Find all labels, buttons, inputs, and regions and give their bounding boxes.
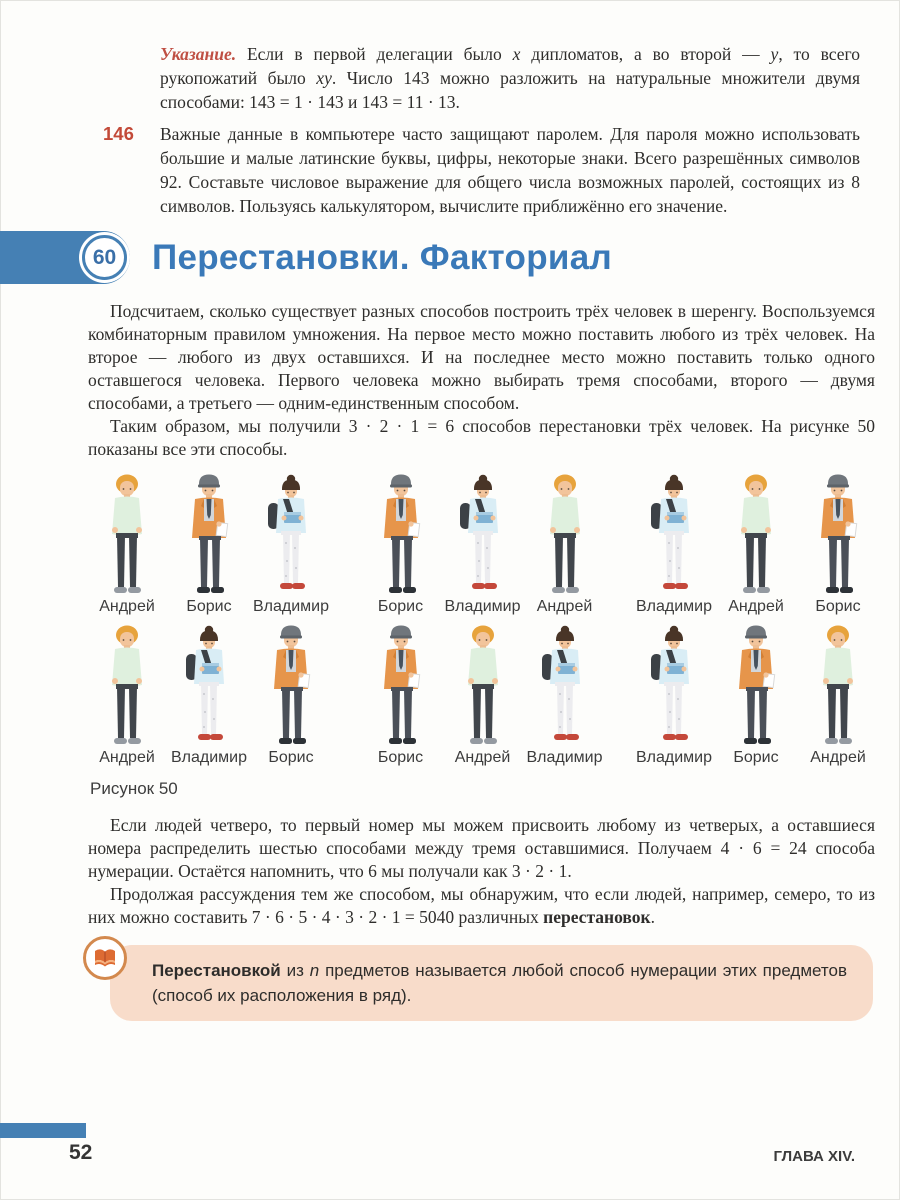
person-illustration bbox=[806, 473, 870, 595]
figure-group bbox=[637, 473, 875, 616]
person-label: Владимир bbox=[636, 598, 713, 615]
paragraph-text: Продолжая рассуждения тем же способом, мы обнаружим, что если людей, например, семеро, то из них можно составить 7 · 6 · 5 · 4 · 3 · 2 · 1 = 5040 различных bbox=[88, 884, 875, 927]
math-var-n: n bbox=[309, 961, 320, 980]
person-label: Андрей bbox=[810, 749, 866, 766]
person-vladimir bbox=[254, 473, 328, 616]
figure-row-2 bbox=[90, 624, 875, 767]
paragraph-text: . bbox=[650, 907, 655, 927]
section-header bbox=[0, 231, 900, 284]
section-number: 60 bbox=[92, 245, 117, 269]
hint-text: . Число 143 можно разложить на натуральные множители двумя способами: 143 = 1 · 143 и 143 = 11 · 13. bbox=[160, 68, 860, 112]
person-label: Борис bbox=[733, 749, 779, 766]
open-book-icon bbox=[83, 936, 127, 980]
person-andrey bbox=[90, 624, 164, 767]
person-boris bbox=[172, 473, 246, 616]
hint-paragraph bbox=[160, 42, 860, 114]
person-vladimir bbox=[446, 473, 520, 616]
person-illustration bbox=[806, 624, 870, 746]
person-vladimir bbox=[637, 473, 711, 616]
section-number-badge bbox=[0, 231, 130, 284]
definition-text-part: из bbox=[280, 961, 310, 980]
hint-text: Если в первой делегации было bbox=[236, 44, 513, 64]
person-label: Владимир bbox=[444, 598, 521, 615]
person-illustration bbox=[259, 473, 323, 595]
person-andrey bbox=[90, 473, 164, 616]
person-boris bbox=[364, 624, 438, 767]
figure-50 bbox=[90, 473, 875, 799]
person-andrey bbox=[719, 473, 793, 616]
problem-text: Важные данные в компьютере часто защищают паролем. Для пароля можно использовать большие и малые латинские буквы, цифры, некоторые знаки. Всего разрешённых символов 92. Составьте числовое выражение для общего числа возможных паролей, состоящих из 8 символов. Пользуясь калькулятором, вычислите приближённо его значение. bbox=[160, 124, 860, 216]
person-illustration bbox=[724, 624, 788, 746]
section-title: Перестановки. Факториал bbox=[152, 238, 613, 277]
person-vladimir bbox=[528, 624, 602, 767]
figure-group bbox=[637, 624, 875, 767]
person-illustration bbox=[451, 473, 515, 595]
person-andrey bbox=[528, 473, 602, 616]
hint-label: Указание. bbox=[160, 44, 237, 64]
person-illustration bbox=[533, 473, 597, 595]
person-andrey bbox=[801, 624, 875, 767]
hint-text: дипломатов, а во второй — bbox=[520, 44, 771, 64]
person-label: Борис bbox=[268, 749, 314, 766]
person-label: Андрей bbox=[728, 598, 784, 615]
person-label: Борис bbox=[377, 749, 424, 766]
figure-group bbox=[364, 473, 602, 616]
person-illustration bbox=[177, 624, 241, 746]
paragraph-seven-people bbox=[88, 883, 875, 929]
person-label: Борис bbox=[377, 598, 424, 615]
person-andrey bbox=[446, 624, 520, 767]
person-label: Владимир bbox=[253, 598, 330, 615]
math-var-y: y bbox=[770, 44, 779, 64]
person-label: Андрей bbox=[99, 598, 155, 615]
problem-146 bbox=[103, 122, 860, 218]
person-label: Борис bbox=[186, 598, 232, 615]
math-var-x: x bbox=[512, 44, 521, 64]
paragraph-intro: Подсчитаем, сколько существует разных способов построить трёх человек в шеренгу. Воспользуемся комбинаторным правилом умножения. На первое место можно поставить любого из трёх человек. На второе — любого из двух оставшихся. И на последнее место можно поставить только одного оставшегося человека. Первого человека можно выбирать тремя способами, второго — двумя способами, а третьего — одним-единственным способом. bbox=[88, 301, 875, 413]
footer-accent-bar bbox=[0, 1123, 86, 1138]
person-vladimir bbox=[637, 624, 711, 767]
person-label: Борис bbox=[815, 598, 861, 615]
paragraph-result: Таким образом, мы получили 3 · 2 · 1 = 6 способов перестановки трёх человек. На рисунке 50 показаны все эти способы. bbox=[88, 416, 875, 459]
section-number-circle bbox=[82, 235, 127, 280]
person-boris bbox=[801, 473, 875, 616]
figure-group bbox=[90, 624, 328, 767]
hint-text: , то всего рукопожатий было bbox=[160, 44, 860, 88]
person-illustration bbox=[95, 473, 159, 595]
person-label: Андрей bbox=[454, 749, 511, 766]
person-illustration bbox=[642, 473, 706, 595]
paragraph-four-people: Если людей четверо, то первый номер мы можем присвоить любому из четверых, а оставшиеся номера распределить шестью способами между тремя оставшимися. Получаем 4 · 6 = 24 способа нумерации. Остаётся напомнить, что 6 мы получали как 3 · 2 · 1. bbox=[88, 815, 875, 881]
definition-text-part: предметов называется любой способ нумерации этих предметов (способ их расположения в ряд). bbox=[152, 961, 847, 1005]
person-illustration bbox=[533, 624, 597, 746]
bold-term: перестановок bbox=[543, 907, 651, 927]
figure-group bbox=[364, 624, 602, 767]
math-var-xy: xy bbox=[316, 68, 332, 88]
definition-term: Перестановкой bbox=[152, 961, 281, 980]
person-illustration bbox=[95, 624, 159, 746]
person-illustration bbox=[369, 624, 433, 746]
figure-group bbox=[90, 473, 328, 616]
person-boris bbox=[254, 624, 328, 767]
definition-text bbox=[152, 958, 847, 1008]
person-illustration bbox=[259, 624, 323, 746]
person-label: Владимир bbox=[526, 749, 603, 766]
figure-row-1 bbox=[90, 473, 875, 616]
page-number: 52 bbox=[69, 1141, 93, 1164]
person-illustration bbox=[451, 624, 515, 746]
definition-box bbox=[110, 945, 873, 1021]
person-vladimir bbox=[172, 624, 246, 767]
person-label: Владимир bbox=[171, 749, 248, 766]
person-label: Владимир bbox=[636, 749, 713, 766]
person-label: Андрей bbox=[536, 598, 593, 615]
figure-caption: Рисунок 50 bbox=[90, 779, 178, 798]
problem-number: 146 bbox=[103, 123, 134, 144]
person-label: Андрей bbox=[99, 749, 155, 766]
person-illustration bbox=[724, 473, 788, 595]
person-boris bbox=[364, 473, 438, 616]
person-illustration bbox=[369, 473, 433, 595]
person-boris bbox=[719, 624, 793, 767]
chapter-label: ГЛАВА XIV. bbox=[773, 1148, 855, 1165]
person-illustration bbox=[642, 624, 706, 746]
person-illustration bbox=[177, 473, 241, 595]
